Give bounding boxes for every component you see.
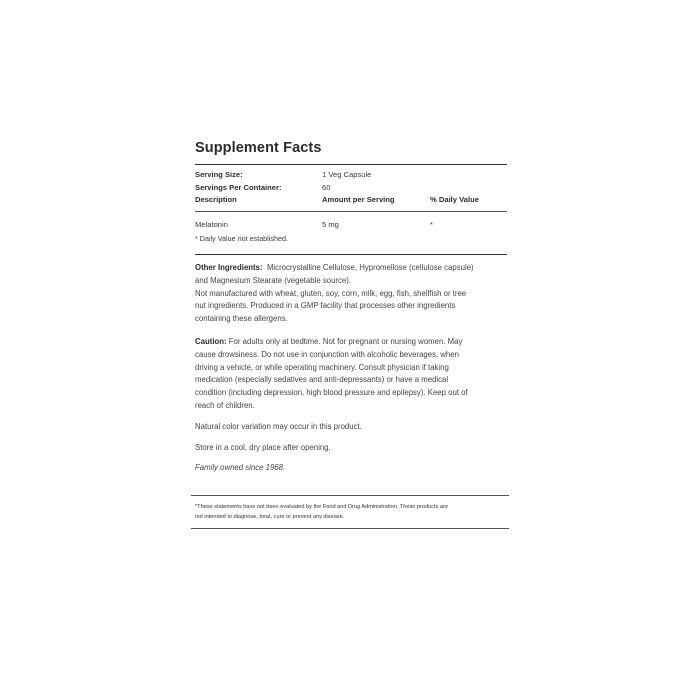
other-ingredients-line4: nut ingredients. Produced in a GMP facility that processes other ingredients bbox=[195, 301, 456, 311]
nutrient-amount: 5 mg bbox=[322, 219, 339, 229]
caution-label: Caution: bbox=[195, 336, 227, 346]
servings-value: 60 bbox=[322, 182, 331, 192]
other-ingredients-label: Other Ingredients: bbox=[195, 263, 263, 272]
disclaimer-line2: not intended to diagnose, treat, cure or prevent any disease. bbox=[195, 513, 345, 520]
serving-info bbox=[195, 165, 507, 209]
color-variation-note: Natural color variation may occur in this product. bbox=[195, 421, 362, 431]
caution-line6: reach of children. bbox=[195, 400, 255, 410]
fda-disclaimer bbox=[191, 496, 509, 528]
facts-bottom-divider bbox=[195, 254, 507, 255]
servings-row bbox=[195, 182, 507, 195]
disclaimer-line1: *These statements have not been evaluated by the Food and Drug Administration. These products are bbox=[195, 504, 449, 510]
column-header-row bbox=[195, 194, 507, 207]
disclaimer-bottom-divider bbox=[191, 528, 509, 529]
other-ingredients-line5: containing these allergens. bbox=[195, 314, 288, 324]
family-owned-note: Family owned since 1968. bbox=[195, 463, 286, 473]
disclaimer-box bbox=[191, 495, 509, 529]
other-ingredients-section bbox=[195, 262, 507, 326]
serving-size-label: Serving Size: bbox=[195, 170, 243, 179]
nutrient-name: Melatonin bbox=[195, 219, 228, 229]
page-title: Supplement Facts bbox=[195, 140, 322, 156]
serving-size-value: 1 Veg Capsule bbox=[322, 170, 372, 179]
caution-line4: medication (especially sedatives and anti-depressants) or have a medical bbox=[195, 375, 449, 385]
caution-section bbox=[195, 336, 507, 413]
caution-line3: driving a vehicle, or while operating machinery. Consult physician if taking bbox=[195, 362, 449, 372]
col-description: Description bbox=[195, 195, 237, 204]
nutrient-daily: * bbox=[430, 219, 433, 229]
col-amount: Amount per Serving bbox=[322, 195, 395, 204]
other-ingredients-line2: and Magnesium Stearate (vegetable source). bbox=[195, 275, 352, 285]
daily-value-footnote: * Daily Value not established. bbox=[195, 234, 288, 243]
caution-line1: For adults only at bedtime. Not for pregnant or nursing women. May bbox=[228, 336, 463, 346]
nutrient-row bbox=[195, 212, 507, 235]
caution-line5: condition (including depression, high blood pressure and epilepsy). Keep out of bbox=[195, 388, 468, 398]
other-ingredients-line1: Microcrystalline Cellulose, Hypromellose (cellulose capsule) bbox=[266, 263, 474, 272]
supplement-facts-panel bbox=[195, 140, 507, 475]
servings-label: Servings Per Container: bbox=[195, 182, 282, 192]
other-ingredients-line3: Not manufactured with wheat, gluten, soy, corn, milk, egg, fish, shellfish or tree bbox=[195, 288, 467, 298]
serving-size-row bbox=[195, 169, 507, 182]
storage-note: Store in a cool, dry place after opening. bbox=[195, 442, 331, 452]
caution-line2: cause drowsiness. Do not use in conjunction with alcoholic beverages, when bbox=[195, 349, 459, 359]
col-daily: % Daily Value bbox=[430, 195, 479, 204]
